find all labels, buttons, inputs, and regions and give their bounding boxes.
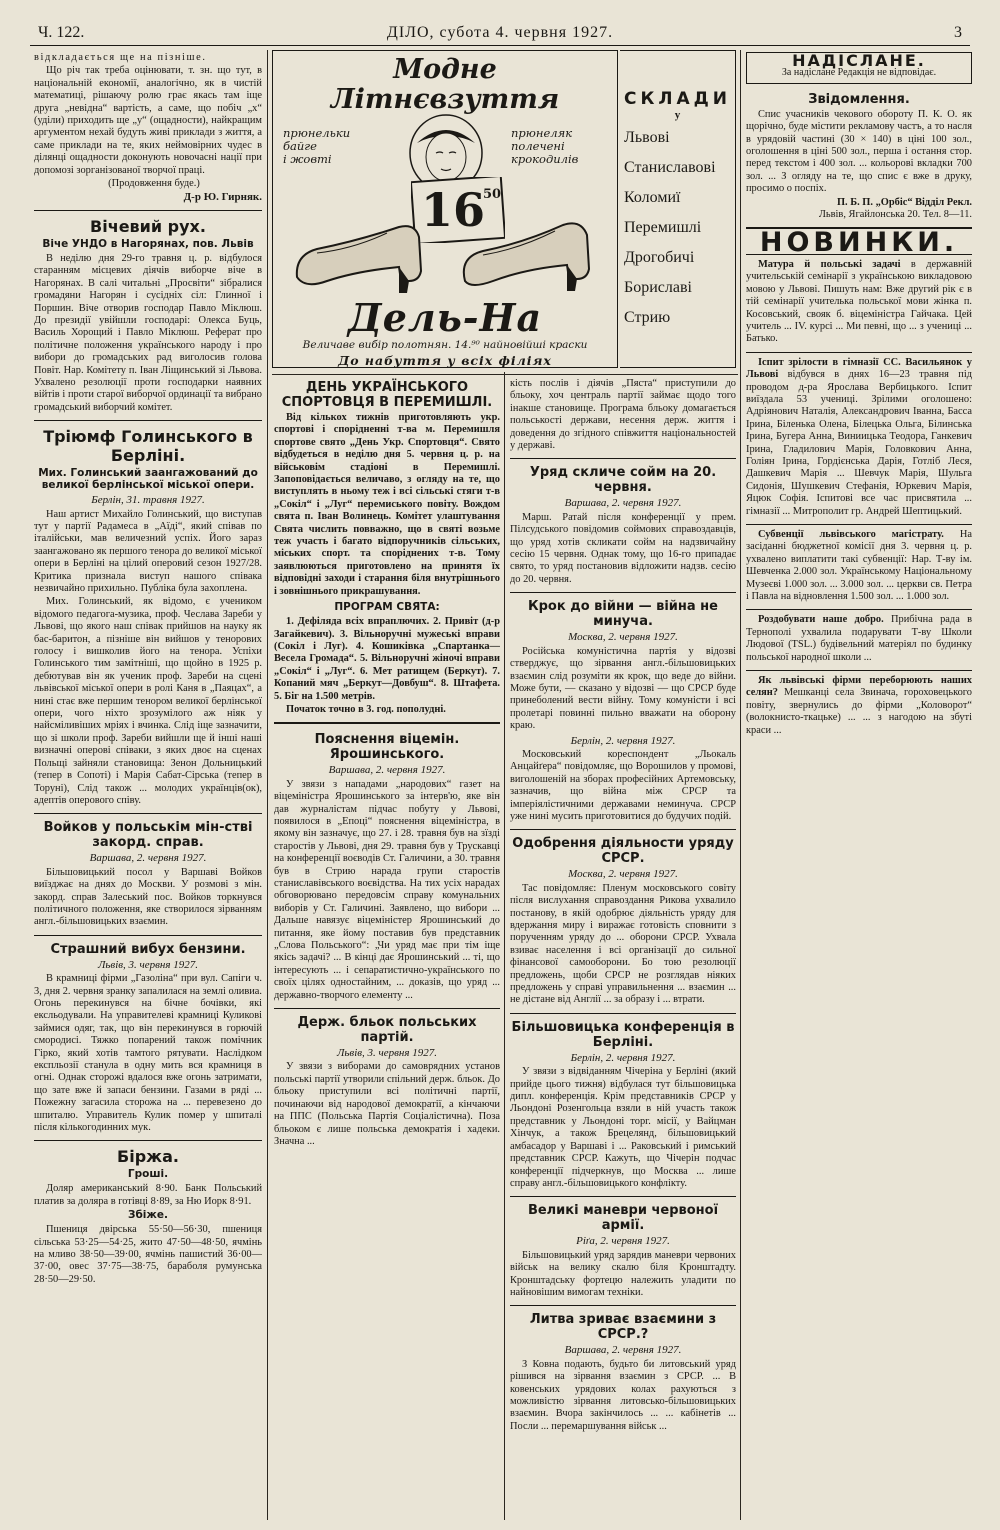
article-paragraph: З Ковна подають, будьто би литовський уряд рішився на зірвання взаємин з СРСР. ... В ковенських урядових колах рахуються з можливістю зірвання литовсько-більшовицьких взаємин. Вчора закінчилось ... ... кабінетів ... Посли ... перемаршування військ ... bbox=[510, 1358, 736, 1432]
article-paragraph: У звязи з нападами „народових“ газет на віцеміністра Ярошинського за інтерв'ю, яке він дав журналістам підчас побуту у Львові, появилося в „Епоці“ пояснення віцеміністра, в якому він зазначує, що 27. і 28. травня був на зїзді старостів у Львові, дня 29. травня був у Трускавці на конференції воєводів Ст. Галичини, а 30. травня був в Стрию нарада групи старостів станиславівського воєвідства. На тих усіх нарадах обговорювано передовсім справу комунальних виборів у Ст. Галичині. Заявлено, що вибори ... Дальше навязує віцеміністер Ярошинський до питання, яке йому поставив був представник „Слова Польського“: „Чи уряд має при тім іще якісь задачі? ... В кінці дає Ярошинський ... ті, що інтересують ... і сепаратистично-українського по своїх цілях одностайним, ... доказів, що уряд ... державно-творчого елементу ... bbox=[274, 778, 500, 1001]
article-divider bbox=[274, 722, 500, 726]
news-item-body: відбувся в днях 16—23 травня під проводом д-ра Ярослава Вербицького. Іспит виїздала 53 учениці. Зрілими оголошено: Адріянович Наталія, Александрович Іванна, Басса Ірина, Біленька Олена, Білецька Ольга, Білинська Ірина, Бугера Анна, Виниицька Теодора, Ганкевич Ірина, Гладилович Марія, Головкович Анна, Голіян Ірина, Гордієнська Дарія, Готліб Леся, Дашкевич Марія ... Шевчук Марія, Шульга Сидонія, Шушкевич Стефанія, Юркевич Марія, Яцюк Софія. Іспитові все час присвятила ... гімназії ... Митрополит гр. Андрей Шептицький. bbox=[746, 369, 972, 517]
column-3 bbox=[510, 378, 736, 1520]
stores-preposition: у bbox=[674, 109, 681, 121]
column-divider bbox=[740, 50, 741, 1520]
news-item-title: Субвенції львівського магістрату. bbox=[758, 529, 944, 540]
article-paragraph: Марш. Ратай після конференції у прем. Пілсудського повідомив соймових справоздавців, що уряд хотів скликати сойм на надзвичайну сесію 15 червня. Однак тому, що 16-го припадає свято, то уряд постановив відложити надзв. сесію до 20. червня. bbox=[510, 511, 736, 585]
ad-left-script bbox=[283, 127, 350, 166]
zvidomlennia-signature: П. Б. П. „Орбіс“ Відділ Рекл. bbox=[836, 196, 972, 208]
dateline: Берлін, 2. червня 1927. bbox=[570, 734, 676, 747]
masthead bbox=[30, 22, 970, 46]
headline-voikov: Войков у польськім мін-стві закорд. справ. bbox=[43, 820, 253, 851]
ad-slogan: Величаве вибір полотнян. 14.⁹⁰ найновійші краски bbox=[302, 339, 588, 351]
article-paragraph: Більшовицький уряд зарядив маневри червоних військ на велику скалю біля Кронштадту. Кронштадську фортецю належить уладити по найновішим вимогам техніки. bbox=[510, 1249, 736, 1298]
shoes-illustration-icon bbox=[287, 197, 607, 297]
headline-uriad: Уряд скличе сойм на 20. червня. bbox=[529, 465, 717, 496]
ad-title bbox=[273, 55, 617, 115]
dateline: Варшава, 2. червня 1927. bbox=[564, 1344, 682, 1357]
headline-vybukh: Страшний вибух бензини. bbox=[50, 941, 246, 957]
dateline: Варшава, 2. червня 1927. bbox=[328, 764, 446, 777]
store-city: Коломиї bbox=[624, 189, 681, 206]
ad-script-line: крокодилів bbox=[511, 152, 579, 166]
nadyslane-disclaimer: За надіслане Редакція не відповідає. bbox=[781, 67, 937, 79]
ad-script-line: байге bbox=[283, 139, 317, 153]
dateline: Москва, 2. червня 1927. bbox=[568, 631, 678, 644]
article-divider bbox=[510, 592, 736, 593]
column-2 bbox=[274, 378, 500, 1520]
continued-text: відкладається ще на пізніше. bbox=[34, 52, 207, 63]
article-divider bbox=[34, 210, 262, 211]
dateline: Москва, 2. червня 1927. bbox=[568, 868, 678, 881]
headline-den: ДЕНЬ УКРАЇНСЬКОГО СПОРТОВЦЯ В ПЕРЕМИШЛІ. bbox=[281, 380, 493, 410]
store-city: Стрию bbox=[624, 309, 671, 326]
article-divider bbox=[274, 1008, 500, 1009]
ad-script-line: полечені bbox=[511, 139, 565, 153]
news-item-body: Мешканці села Звинача, гороховецького повіту, звернулись до фірми „Коловорот“ (волокнисто-ткацьке) ... ... з нагодою на збуті краси ... bbox=[746, 687, 972, 736]
news-item-title: Роздобувати наше добро. bbox=[758, 614, 884, 626]
news-item-body: На засіданні бюджетної комісії дня 3. червня ц. р. ухвалено виплатити такі субвенції: Нар. Т-ву ім. Шевченка 2.000 зол. Українському Національному Музеєві 1.000 зол. ... 3.000 зол. ... церкви св. Петра і Павла на відновлення 1.500 зол. ... 1.000 зол. bbox=[746, 529, 972, 603]
headline-krok: Крок до війни — війна не минуча. bbox=[528, 599, 718, 630]
headline-manevry: Великі маневри червоної армії. bbox=[527, 1203, 719, 1234]
author-signature: Д-р Ю. Гирняк. bbox=[183, 191, 262, 204]
shoe-advertisement bbox=[272, 50, 618, 368]
article-paragraph: Мих. Голинський, як відомо, є учеником відомого педагога-музика, проф. Чеслава Зареби у Львові, що якого наш співак прийшов на науку як бас-баритон, а пізніше він вийшов у тенорових голосу і вишколив його на тенора. Успіхи Голинського тим замітніші, що щойно в 1925 р. дебютував він як ученик проф. Зареби на сцені львівської міської опери в ролі Каня в „Паяцах“, а нині стає вже першим тенором великої берлінської опери, чого ніхто зрозумілого аж ніяк у найсміливіших мріях і вчинка. Слід іще зазначити, що зі школи проф. Зареби вийшли ще й інші наші визначні оперові співаки, з яких двоє на сценах Польщі зайняли становища: Зенон Дольницький (тепер в Сопоті) і Марія Сабат-Сірська (тепер в Торуні), Слід також ... молодих українців(ок), адептів оперового співу. bbox=[34, 596, 262, 806]
headline-lytva: Литва зриває взаємини з СРСР.? bbox=[529, 1312, 717, 1343]
article-divider bbox=[746, 352, 972, 353]
article-paragraph: Від кількох тижнів приготовляють укр. спортові і спорідненні т-ва м. Перемишля спортове свято „День Укр. Спортовця“. Свято відбудеться в неділю дня 5. червня ц. р. на військовім стадіоні в Перемишлі. Запоповідається величаво, з огляду на те, що виступлять в ньому теж і всі сільські стяги т-в „Сокіл“ і „Луг“ перемиського повіту. Вождом свята п. Іван Волинець. Комітет улаштування Свята числить повважно, що в святі возьме теж участь і багато відпоручників сільських, міських спорт. та споріднених т-в. Тому заявлюються приготовлено на принятя їх відповідні заходи і старання біля внутрішнього і зовнішнього прикрашування. bbox=[274, 412, 500, 597]
dateline: Ріґа, 2. червня 1927. bbox=[576, 1235, 670, 1248]
stores-list-box bbox=[620, 50, 736, 368]
column-divider bbox=[504, 372, 505, 1520]
issue-number: Ч. 122. bbox=[38, 24, 85, 41]
article-divider bbox=[746, 609, 972, 610]
zvidomlennia-address: Львів, Ягайлонська 20. Тел. 8—11. bbox=[818, 209, 972, 221]
headline-odobrennia: Одобрення діяльности уряду СРСР. bbox=[512, 836, 734, 867]
headline-vichevyi: Вічевий рух. bbox=[90, 216, 206, 236]
ad-title-line1: Модне bbox=[393, 54, 497, 85]
article-divider bbox=[34, 813, 262, 814]
newspaper-title-date: ДІЛО, субота 4. червня 1927. bbox=[386, 24, 614, 41]
section-divider bbox=[272, 374, 738, 375]
ad-script-line: прюнельки bbox=[283, 126, 351, 140]
article-divider bbox=[510, 1196, 736, 1197]
stores-cities bbox=[620, 123, 735, 333]
ad-slogan-bold: До набуття у всіх філіях bbox=[338, 353, 552, 368]
news-item-title: Матура й польські задачі bbox=[758, 258, 901, 270]
article-paragraph: Наш артист Михайло Голинський, що виступав тут у партії Радамеса в „Аїді“, який співав по італійськи, мав величезний успіх. Його зараз заангажовано як першого тенора до великої міської опери в Берліні на цілий оперовий сезон 1927/28. Критика признала виступ нашого співака незвичайно прихильно. Публіка була захоплена. bbox=[34, 508, 262, 594]
column-divider bbox=[267, 50, 268, 1520]
article-paragraph: Московський кореспондент „Льокаль Анцайґера“ повідомляє, що Ворошилов у промові, виголошеній на зборах професійних Артемовську, зазначив, що війна між СРСР та імперіялістичними державами неминуча. СРСР уже нині мусить приготовитися до будучих подій. bbox=[510, 748, 736, 822]
ad-right-script bbox=[511, 127, 578, 166]
dateline: Варшава, 2. червня 1927. bbox=[564, 497, 682, 510]
article-divider bbox=[510, 1013, 736, 1014]
ad-brand-name: Дель-На bbox=[347, 295, 543, 340]
ad-script-line: прюнеляк bbox=[511, 126, 573, 140]
article-divider bbox=[510, 458, 736, 459]
article-paragraph: В крамниці фірми „Газоліна“ при вул. Сапіги ч. 3, дня 2. червня зранку запалилася на землі оливиа. Огонь перекинувся на бічне бочівки, які ексльодували. На управителеві крамниці Куликові займися одяг, так, що він перекинувся в горючій смородисі. Тяжко попарений також помічник Гірко, який хотів тамтого рятувати. Наслідком експльозії станула в одну мить вся крамниця в огні. Однак сторожі вдалося вже огонь затримати, що зате вже й запаси бензини. Газами в ряді ... Пожежну загасила сторожа на ... перевезено до шпиталю. Управитель Кулик помер у шпиталі після кількогодинних мук. bbox=[34, 973, 262, 1134]
article-paragraph: Тас повідомляє: Пленум московського совіту після вислухання справоздання Рикова ухвалило постанову, в якій одобрює діяльність уряду для вдержання миру і виражає готовість сповнити з порученням уряду до ... оборони СРСР. Ухвала взиває населення і всі організації до сильної фінансової самооборони. Бо тою резолюції предложень, щоби СРСР не розглядав ніяких предложень у справі управильнення ... взаємин ... не дістане від Англії ... за образу і ... втрати. bbox=[510, 882, 736, 1006]
article-paragraph: Російська комуністична партія у відозві стверджує, що зірвання англ.-більшовицьких взаємин слід розуміти як крок, що веде до війни. Може бути, — сказано у відозві — що СРСР буде принеболений вести війну. Тому комуністи і всі пролетарі повинні пильно вважати на оборону краю. bbox=[510, 645, 736, 732]
article-divider bbox=[510, 1305, 736, 1306]
subheadline: Віче УНДО в Нагорянах, пов. Львів bbox=[42, 237, 254, 250]
article-paragraph: Початок точно в 3. год. пополудні. bbox=[286, 703, 446, 715]
ad-script-line: і жовті bbox=[283, 152, 332, 166]
dateline: Берлін, 31. травня 1927. bbox=[91, 494, 205, 507]
subheadline: Мих. Голинський заангажований до великої берлінської міської опери. bbox=[38, 467, 258, 492]
article-paragraph: В неділю дня 29-го травня ц. р. відбулося старанням місцевих діячів виборче віче в Нагорянах. В салі читальні „Просвіти“ зібралися громадяни Нагорян і сусідніх сіл: Глинної і Поршин. Віче отворив господар Павло Міклюш. До президії увійшли господарі: Олекса Буць, Василь Хорощий і Павло Міклюш. Реферат про політичне положення українського народу і про вибори до громадських рад виголосив голова Повіт. Нар. Комітету п. Іван Ліщинський зі Львова. Ухвалено резолюції проти господарки наявних війтів і проти старої виборчої ординації та вибрано громадський виборчий комітет. bbox=[34, 252, 262, 413]
subheadline: Збіже. bbox=[128, 1209, 168, 1222]
article-divider bbox=[746, 524, 972, 525]
article-paragraph: У звязи з виборами до самоврядних установ польські партії утворили спільний держ. бльок. До бльоку приступили всі політичні партії, починаючи від народової демократії, а кінчаючи на ППС (Польська Партія Соціалістична). Поза бльоком є лише польська демократія і хадеки. Значна ... bbox=[274, 1061, 500, 1147]
column-1 bbox=[34, 52, 262, 1520]
subheadline: ПРОГРАМ СВЯТА: bbox=[334, 601, 440, 614]
article-paragraph: 1. Дефіляда всіх впраплючих. 2. Привіт (д-р Загайкевич). 3. Вільноручні мужеські вправи (Сокіл і Луг). 4. Кошиківка „Спартанка—Весела Громада“. 5. Вільноручні жіночі вправи „Сокіл“ і „Луг“. 6. Мет ратищем (Беркут). 7. Копаний мяч „Беркут—Довбуш“. 8. Штафета. 5. Біг на 1.500 метрів. bbox=[274, 616, 500, 702]
continued-note: (Продовження буде.) bbox=[108, 178, 200, 190]
ad-price-cents: 50 bbox=[483, 187, 502, 202]
dateline: Львів, 3. червня 1927. bbox=[97, 958, 199, 971]
article-divider bbox=[746, 670, 972, 671]
nadyslane-box bbox=[746, 52, 972, 84]
headline-zvidomlennia: Звідомлення. bbox=[808, 91, 910, 107]
article-paragraph: У звязи з відвіданням Чічеріна у Берліні (який прийде цього тижня) відбулася тут більшовицька дипл. конференція. Крім представників СРСР у Льондоні Розенгольца взяли в ній участь також представник у Льондоні торг. місії, у Вайцман Хінчук, а також Брецелянд, більшовицький амбасадор у Варшаві і ... Раковський і римський представник СРСР. Кажуть, що Чічерін подчас конференції підчеркнув, що Москва ... лише справу англ.-більшовицького конфлікту. bbox=[510, 1066, 736, 1189]
article-paragraph: Спис учасників чекового обороту П. К. О. як щорічно, буде містити рекламову частъ, а то насля в урядовій частині (30 × 140) в ціні 100 зол., оголошення в ціні 500 зол., перша і остання стор. перед текстом і 400 зол. ... кольорові вкладки 700 зол. ... З огляду на те, що спис є вже в друку, просимо о поспіх. bbox=[746, 108, 972, 195]
headline-blok: Держ. бльок польських партій. bbox=[297, 1015, 477, 1046]
ad-price: 16 bbox=[421, 183, 486, 237]
store-city: Бориславі bbox=[624, 279, 692, 296]
store-city: Дрогобичі bbox=[624, 249, 695, 266]
headline-triumf: Тріюмф Голинського в Берліні. bbox=[43, 427, 253, 466]
store-city: Станиславові bbox=[624, 159, 716, 176]
news-item-body: в державній учительській семінарії з українською викладовою мовою у Львові. Пишуть нам: Вже другий рік є в тій семінарії учителька польської мови жінка п. Косовський, свояк б. віцеміністра Гайчака. Цей учитель ... ІV. курсі ... Ми певні, що ... з учениці ... Батько. bbox=[746, 258, 972, 345]
stores-title: СКЛАДИ bbox=[623, 89, 732, 109]
ad-title-line2: Літнєвзуття bbox=[330, 84, 560, 115]
dateline: Варшава, 2. червня 1927. bbox=[89, 852, 207, 865]
page-number: 3 bbox=[954, 24, 962, 41]
headline-nadyslane: НАДІСЛАНЕ. bbox=[792, 52, 926, 70]
store-city: Перемишлі bbox=[624, 219, 702, 236]
news-item-body: Прибічна рада в Тернополі ухвалила подарувати Т-ву Школи Людової (ТSL.) будівельний матеріял по будинку польської народної школи ... bbox=[746, 614, 972, 663]
headline-bilshovytska: Більшовицька конференція в Берліні. bbox=[511, 1019, 735, 1050]
dateline: Берлін, 2. червня 1927. bbox=[570, 1051, 676, 1064]
article-paragraph: Пшениця двірська 55·50—56·30, пшениця сільська 53·25—54·25, жито 47·50—48·50, ячмінь на мливо 38·50—39·00, ячмінь пашистий 36·00—37·00, овес 37·75—38·75, бараболя румунська 28·50—29·50. bbox=[34, 1224, 262, 1285]
article-paragraph: Доляр американський 8·90. Банк Польський платив за доляра в готівці 8·89, за Ню Иорк 8·91. bbox=[34, 1183, 262, 1207]
column-4 bbox=[746, 52, 972, 1520]
article-paragraph: Що річ так треба оцінювати, т. зн. що тут, в національній економії, аналогічно, як в чистій математиці, рішаючу ролю грає якась там іще друга „невідна“ вартість, а саме, що побіч „х“ (уділи) приходить ще „у“ (ощадности), найкращим аргументом нехай будуть живі приклади з життя, а саме приклади на те, яких неймовірних чудес в ділянці ощадности доконують новочасні нації при допомозі зорганізованої творчої праці. bbox=[34, 65, 262, 176]
article-divider bbox=[34, 1140, 262, 1141]
subheadline: Гроші. bbox=[127, 1168, 169, 1181]
article-divider bbox=[34, 935, 262, 936]
dateline: Львів, 3. червня 1927. bbox=[336, 1047, 438, 1060]
store-city: Львові bbox=[624, 129, 670, 146]
article-paragraph: кість послів і діячів „Пяста“ приступили до бльоку, хоч централь партії займає щодо того інакше становище. Програма бльоку домагається польськості держави, несення держ. життя і доведення до згідного співжиття національностей у державі. bbox=[510, 378, 736, 452]
article-paragraph: Більшовицький посол у Варшаві Войков виїзджає на днях до Москви. У розмові з мін. закорд. справ Залеський пос. Войков торкнувся політичного положення, яке створилося зірванням англ.-більшовицьких взаємин. bbox=[34, 866, 262, 928]
headline-novynky: НОВИНКИ. bbox=[759, 227, 959, 259]
article-divider bbox=[510, 829, 736, 830]
news-item-title: Як львівські фірми переборюють наших селян? bbox=[746, 675, 972, 699]
article-divider bbox=[34, 420, 262, 421]
headline-birzha: Біржа. bbox=[117, 1147, 179, 1167]
news-item-title: Іспит зрілости в гімназії СС. Васильянок у Львові bbox=[746, 356, 972, 381]
headline-poyasnennia: Пояснення віцемін. Ярошинського. bbox=[314, 732, 460, 763]
